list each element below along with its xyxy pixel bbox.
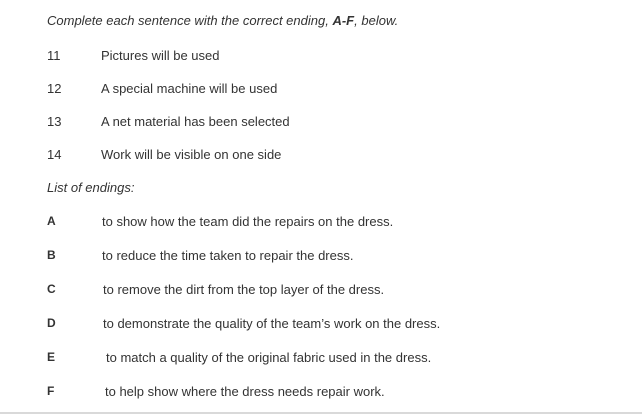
ending-letter: E [47, 350, 56, 364]
question-text: A net material has been selected [101, 114, 290, 129]
ending-letter: A [47, 214, 56, 228]
question-text: Pictures will be used [101, 48, 220, 63]
ending-letter: F [47, 384, 55, 398]
question-number: 11 [47, 48, 61, 63]
ending-text: to demonstrate the quality of the team’s work on the dress. [103, 316, 441, 331]
question-number: 14 [47, 147, 62, 162]
ending-text: to reduce the time taken to repair the dress. [102, 248, 354, 263]
ending-text: to remove the dirt from the top layer of the dress. [103, 282, 385, 297]
instruction-prefix: Complete each sentence with the correct ending, [47, 13, 329, 28]
ending-text: to show how the team did the repairs on the dress. [102, 214, 394, 229]
ending-letter: B [47, 248, 56, 262]
question-text: Work will be visible on one side [101, 147, 282, 162]
ending-text: to match a quality of the original fabric used in the dress. [106, 350, 432, 365]
question-text: A special machine will be used [101, 81, 278, 96]
ending-letter: D [47, 316, 56, 330]
instruction-text [47, 13, 398, 28]
instruction-suffix: , below. [354, 13, 399, 28]
question-number: 13 [47, 114, 62, 129]
ending-letter: C [47, 282, 56, 296]
instruction-range: A-F [332, 13, 355, 28]
ending-text: to help show where the dress needs repair work. [105, 384, 385, 399]
endings-list-title: List of endings: [47, 180, 135, 195]
question-number: 12 [47, 81, 62, 96]
